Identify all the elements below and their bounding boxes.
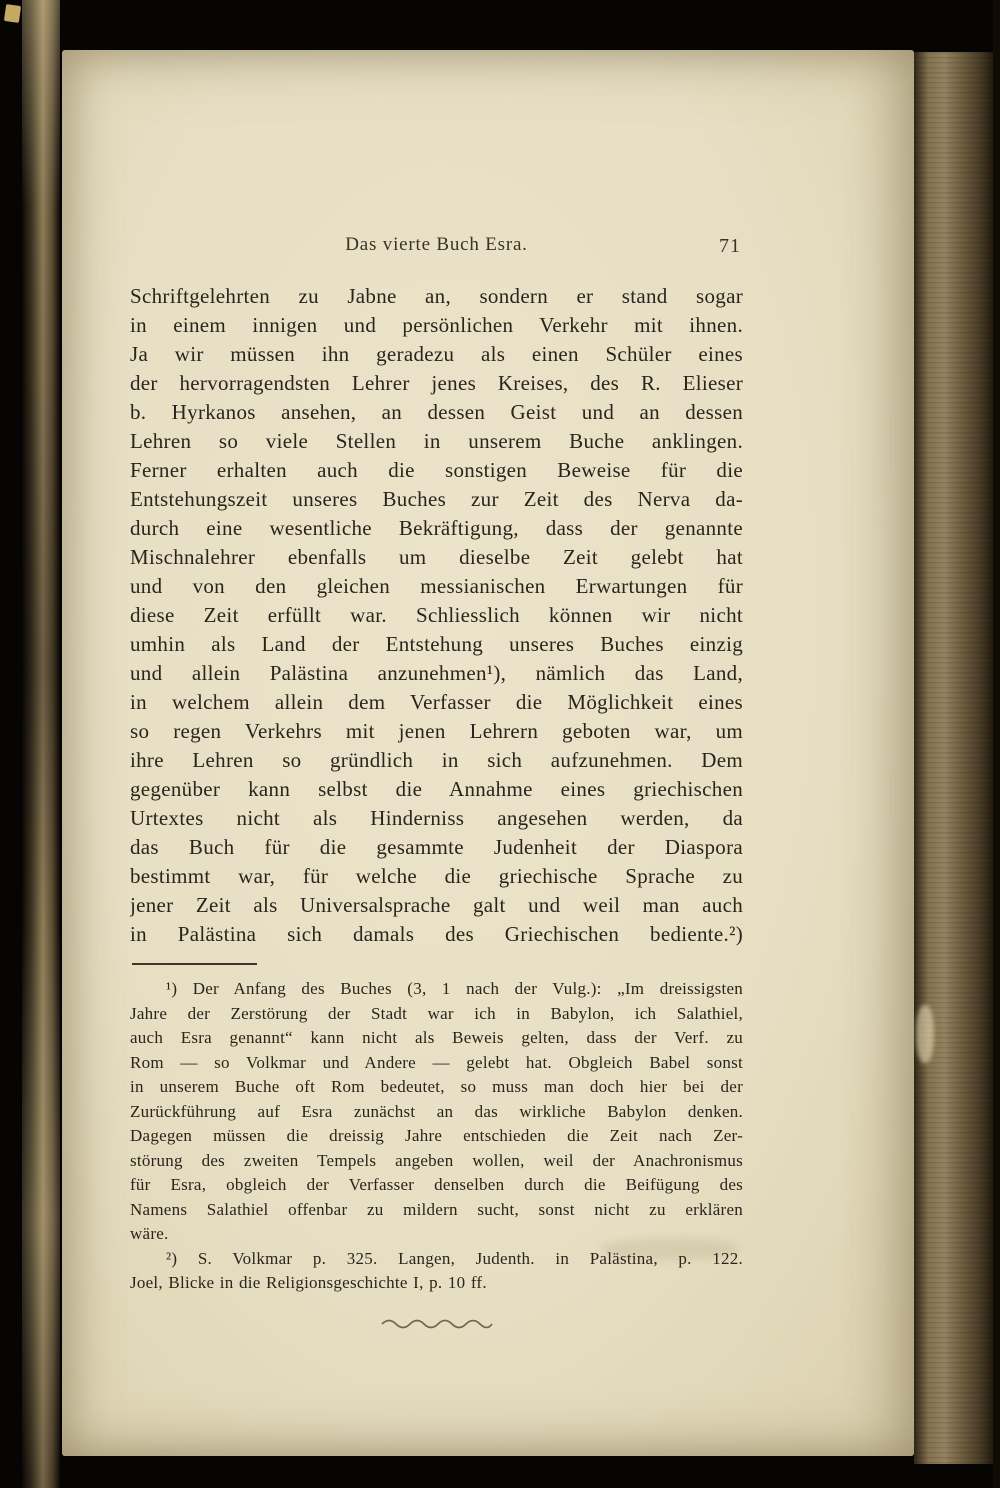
page-number: 71 bbox=[719, 235, 741, 257]
text-line: auch Esra genannt“ kann nicht als Beweis gelten, dass der Verf. zu bbox=[130, 1028, 743, 1047]
text-line: diese Zeit erfüllt war. Schliesslich können wir nicht bbox=[130, 603, 743, 627]
body-paragraph bbox=[130, 282, 743, 949]
text-line: ²) S. Volkmar p. 325. Langen, Judenth. in Palästina, p. 122. bbox=[166, 1248, 743, 1268]
text-line: in Palästina sich damals des Griechischen bediente.²) bbox=[130, 922, 743, 946]
text-line: Zurückführung auf Esra zunächst an das wirkliche Babylon denken. bbox=[130, 1101, 743, 1121]
book-cover-edge bbox=[993, 0, 1000, 1488]
text-line: für Esra, obgleich der Verfasser denselben durch die Beifügung des bbox=[130, 1175, 743, 1194]
text-line: in unserem Buche oft Rom bedeutet, so muss man doch hier bei der bbox=[130, 1077, 743, 1096]
text-line: Ferner erhalten auch die sonstigen Beweise für die bbox=[130, 458, 743, 482]
text-line: Urtextes nicht als Hinderniss angesehen werden, da bbox=[130, 806, 743, 830]
text-line: ¹) Der Anfang des Buches (3, 1 nach der Vulg.): „Im dreissigsten bbox=[166, 979, 743, 998]
footnote-separator-rule bbox=[132, 963, 257, 965]
running-header bbox=[130, 234, 743, 260]
text-line: so regen Verkehrs mit jenen Lehrern geboten war, um bbox=[130, 719, 743, 743]
running-header-title: Das vierte Buch Esra. bbox=[345, 234, 528, 255]
text-line: Joel, Blicke in die Religionsgeschichte I, p. 10 ff. bbox=[130, 1273, 487, 1292]
squiggle-divider-icon bbox=[380, 1317, 494, 1329]
footnote-2 bbox=[130, 1247, 743, 1296]
left-binding-edge bbox=[22, 0, 60, 1488]
text-line: Rom — so Volkmar und Andere — gelebt hat. Obgleich Babel sonst bbox=[130, 1052, 743, 1072]
corner-paper-speck bbox=[4, 4, 21, 23]
text-line: Ja wir müssen ihn geradezu als einen Schüler eines bbox=[130, 342, 743, 366]
text-line: bestimmt war, für welche die griechische Sprache zu bbox=[130, 864, 743, 888]
text-line: b. Hyrkanos ansehen, an dessen Geist und an dessen bbox=[130, 400, 743, 424]
text-line: wäre. bbox=[130, 1224, 169, 1243]
page-content bbox=[130, 234, 743, 1332]
footnote-1 bbox=[130, 977, 743, 1247]
text-line: das Buch für die gesammte Judenheit der Diaspora bbox=[130, 835, 743, 859]
text-line: jener Zeit als Universalsprache galt und weil man auch bbox=[130, 893, 743, 917]
text-line: Mischnalehrer ebenfalls um dieselbe Zeit gelebt hat bbox=[130, 545, 743, 569]
text-line: und von den gleichen messianischen Erwartungen für bbox=[130, 574, 743, 598]
text-line: ihre Lehren so gründlich in sich aufzunehmen. Dem bbox=[130, 748, 743, 772]
text-line: Entstehungszeit unseres Buches zur Zeit des Nerva da- bbox=[130, 487, 743, 511]
text-line: Dagegen müssen die dreissig Jahre entschieden die Zeit nach Zer- bbox=[130, 1126, 743, 1145]
text-line: Namens Salathiel offenbar zu mildern sucht, sonst nicht zu erklären bbox=[130, 1199, 743, 1219]
text-line: in einem innigen und persönlichen Verkehr mit ihnen. bbox=[130, 313, 743, 337]
end-of-section-flourish bbox=[130, 1314, 743, 1332]
text-line: störung des zweiten Tempels angeben wollen, weil der Anachronismus bbox=[130, 1150, 743, 1170]
text-line: durch eine wesentliche Bekräftigung, dass der genannte bbox=[130, 516, 743, 540]
text-line: der hervorragendsten Lehrer jenes Kreises, des R. Elieser bbox=[130, 371, 743, 395]
text-line: gegenüber kann selbst die Annahme eines griechischen bbox=[130, 777, 743, 801]
text-line: in welchem allein dem Verfasser die Möglichkeit eines bbox=[130, 690, 743, 714]
text-line: umhin als Land der Entstehung unseres Buches einzig bbox=[130, 632, 743, 656]
page-edge-highlight bbox=[916, 1005, 934, 1063]
text-line: und allein Palästina anzunehmen¹), nämlich das Land, bbox=[130, 661, 743, 685]
text-line: Schriftgelehrten zu Jabne an, sondern er stand sogar bbox=[130, 284, 743, 308]
right-page-stack-edge bbox=[914, 52, 994, 1464]
text-line: Jahre der Zerstörung der Stadt war ich in Babylon, ich Salathiel, bbox=[130, 1003, 743, 1023]
book-page bbox=[62, 50, 914, 1456]
text-line: Lehren so viele Stellen in unserem Buche anklingen. bbox=[130, 429, 743, 453]
